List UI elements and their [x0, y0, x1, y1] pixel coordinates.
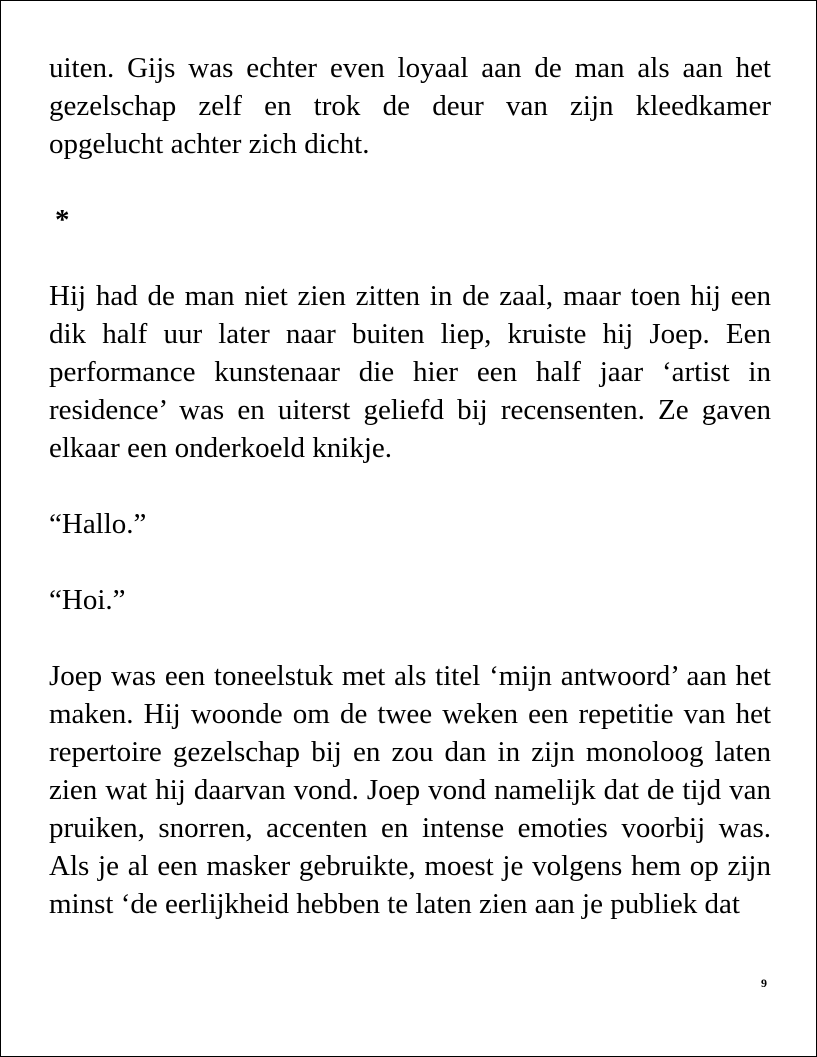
dialogue-hoi: “Hoi.”: [49, 584, 126, 616]
paragraph-2: Hij had de man niet zien zitten in de zaal, maar toen hij een dik half uur later naar buiten liep, kruiste hij Joep. Een performance kunstenaar die hier een half jaar ‘artist in residence’ was en uiterst geliefd bij recensenten. Ze gaven elkaar een onderkoeld knikje.: [49, 280, 771, 464]
page-number: 9: [761, 976, 767, 990]
page-body: [49, 49, 771, 961]
dialogue-hallo: “Hallo.”: [49, 508, 147, 540]
scene-break-asterisk: *: [55, 204, 70, 236]
paragraph-3: Joep was een toneelstuk met als titel ‘mijn antwoord’ aan het maken. Hij woonde om de twee weken een repetitie van het repertoire gezelschap bij en zou dan in zijn monoloog laten zien wat hij daarvan vond. Joep vond namelijk dat de tijd van pruiken, snorren, accenten en intense emoties voorbij was. Als je al een masker gebruikte, moest je volgens hem op zijn minst ‘de eerlijkheid hebben te laten zien aan je publiek dat: [49, 660, 771, 920]
paragraph-1: uiten. Gijs was echter even loyaal aan de man als aan het gezelschap zelf en trok de deur van zijn kleedkamer opgelucht achter zich dicht.: [49, 52, 771, 160]
